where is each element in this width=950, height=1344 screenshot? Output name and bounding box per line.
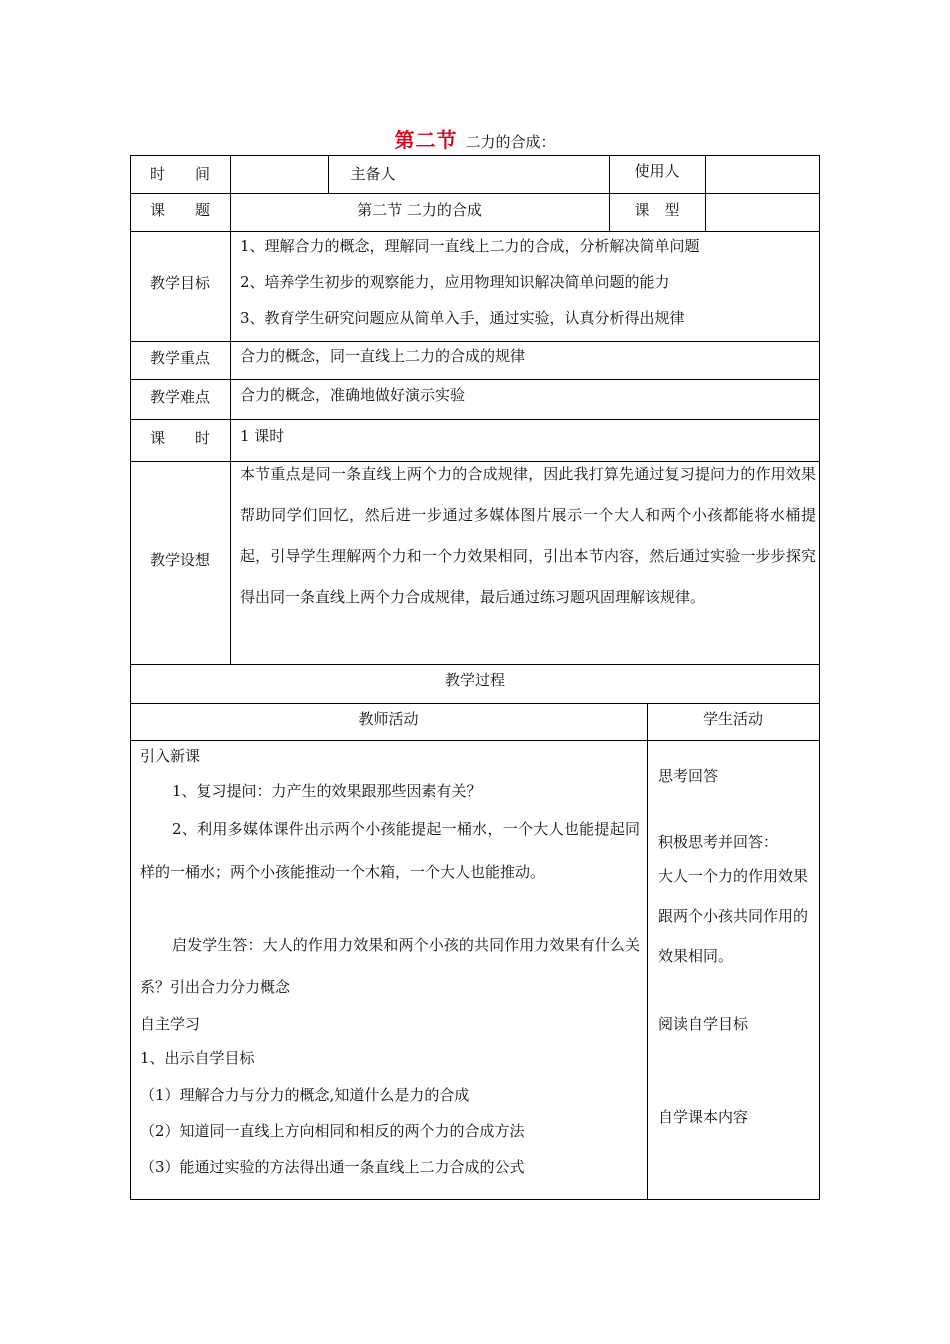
- section-topic: 二力的合成：: [465, 133, 556, 151]
- goals-label: 教学目标: [149, 274, 210, 292]
- topic-value: 第二节 二力的合成: [357, 201, 482, 219]
- row-divider: [130, 703, 820, 704]
- goal-item: 3、教育学生研究问题应从简单入手，通过实验，认真分析得出规律: [240, 309, 685, 327]
- process-title: 教学过程: [444, 671, 505, 689]
- column-divider: [705, 155, 706, 231]
- preparer-label: 主备人: [350, 165, 396, 183]
- student-line: 积极思考并回答：: [658, 833, 779, 851]
- teacher-line: 启发学生答：大人的作用力效果和两个小孩的共同作用力效果有什么关系？引出合力分力概念: [140, 936, 640, 996]
- row-divider: [130, 664, 820, 665]
- row-divider: [130, 193, 820, 194]
- column-divider: [647, 703, 648, 1199]
- type-label: 课 型: [634, 201, 680, 219]
- design-label: 教学设想: [149, 551, 210, 569]
- student-line: 阅读自学目标: [658, 1015, 749, 1033]
- teacher-line: 2、利用多媒体课件出示两个小孩能提起一桶水，一个大人也能提起同样的一桶水；两个小孩能推动一个木箱，一个大人也能推动。: [140, 820, 640, 881]
- teacher-line: 1、出示自学目标: [140, 1049, 255, 1067]
- student-header: 学生活动: [702, 710, 763, 728]
- row-divider: [130, 740, 820, 741]
- user-label: 使用人: [634, 162, 680, 180]
- document-title: [0, 124, 950, 153]
- teacher-line: （3）能通过实验的方法得出通一条直线上二力合成的公式: [140, 1158, 525, 1176]
- hours-value: 1 课时: [240, 427, 285, 445]
- difficulties-value: 合力的概念，准确地做好演示实验: [240, 386, 466, 404]
- goal-item: 2、培养学生初步的观察能力，应用物理知识解决简单问题的能力: [240, 273, 670, 291]
- key-points-value: 合力的概念，同一直线上二力的合成的规律: [240, 347, 526, 365]
- teacher-line: 引入新课: [140, 747, 201, 765]
- teacher-line: 自主学习: [140, 1015, 201, 1033]
- student-line: 自学课本内容: [658, 1108, 749, 1126]
- design-text: 本节重点是同一条直线上两个力的合成规律，因此我打算先通过复习提问力的作用效果帮助同学们回忆，然后进一步通过多媒体图片展示一个大人和两个小孩都能将水桶提起，引导学生理解两个力和一个力效果相同，引出本节内容，然后通过实验一步步探究得出同一条直线上两个力合成规律，最后通过练习题巩固理解该规律。: [240, 465, 816, 606]
- goal-item: 1、理解合力的概念，理解同一直线上二力的合成，分析解决简单问题: [240, 237, 700, 255]
- section-number: 第二节: [394, 128, 458, 152]
- topic-label: 课 题: [149, 201, 210, 219]
- hours-label: 课 时: [149, 429, 210, 447]
- teacher-header: 教师活动: [358, 710, 419, 728]
- teacher-line: 1、复习提问：力产生的效果跟那些因素有关？: [172, 782, 482, 800]
- student-line: 大人一个力的作用效果跟两个小孩共同作用的效果相同。: [658, 867, 809, 965]
- time-label: 时 间: [149, 165, 210, 183]
- teacher-line: （2）知道同一直线上方向相同和相反的两个力的合成方法: [140, 1122, 525, 1140]
- student-line: 思考回答: [658, 767, 719, 785]
- key-points-label: 教学重点: [149, 349, 210, 367]
- teacher-line: （1）理解合力与分力的概念,知道什么是力的合成: [140, 1086, 470, 1104]
- table-border: [130, 155, 820, 156]
- column-divider: [230, 155, 231, 664]
- difficulties-label: 教学难点: [149, 388, 210, 406]
- table-border: [130, 1199, 820, 1200]
